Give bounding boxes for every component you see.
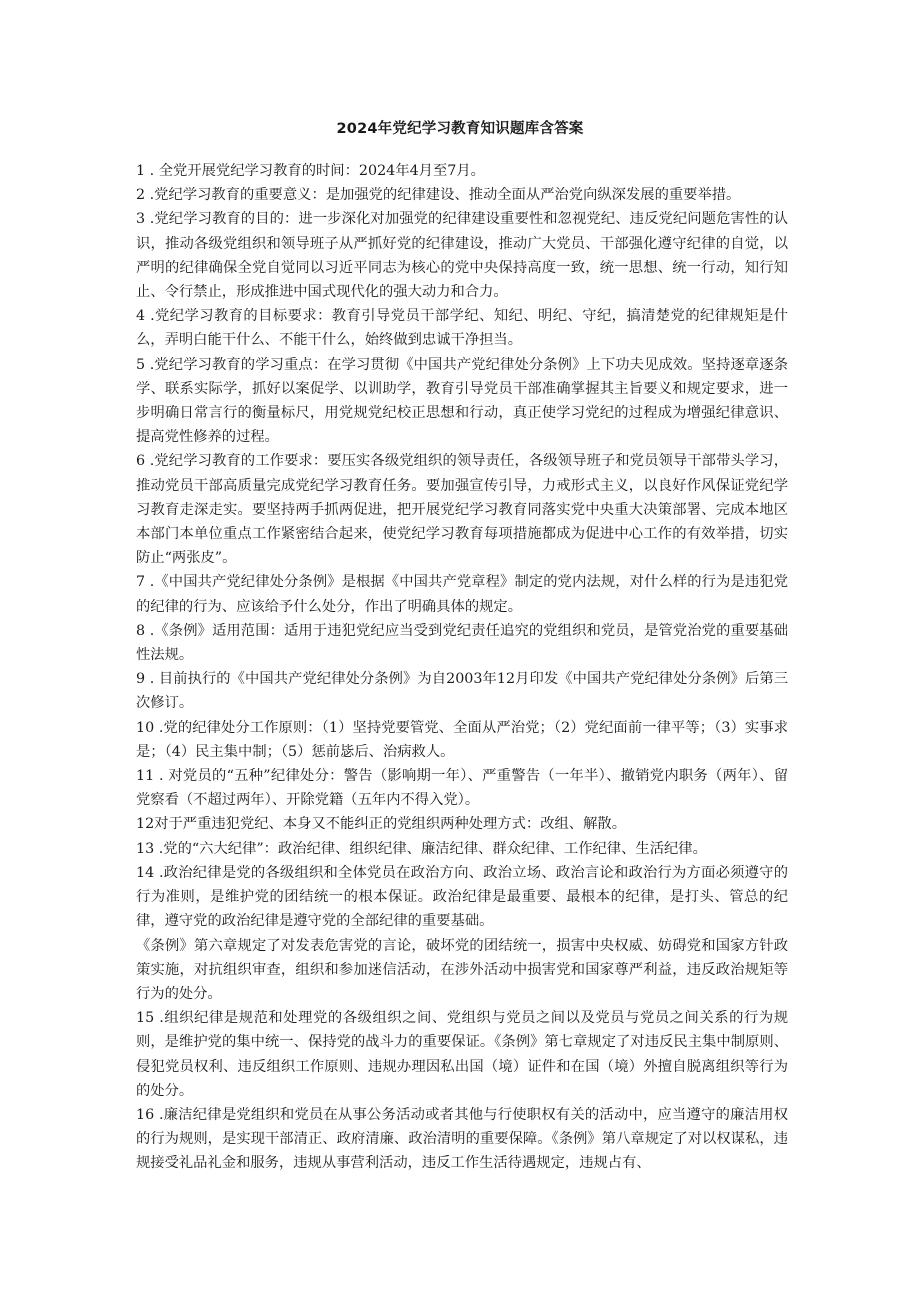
paragraph-4: 4 .党纪学习教育的目标要求：教育引导党员干部学纪、知纪、明纪、守纪，搞清楚党的纪律规矩是什么，弄明白能干什么、不能干什么，始终做到忠诚干净担当。 (136, 308, 788, 349)
paragraph-8: 8 .《条例》适用范围：适用于违犯党纪应当受到党纪责任追究的党组织和党员，是管党治党的重要基础性法规。 (136, 622, 788, 664)
paragraph-2: 2 .党纪学习教育的重要意义：是加强党的纪律建设、推动全面从严治党向纵深发展的重要举措。 (136, 187, 741, 204)
paragraph-1: 1 . 全党开展党纪学习教育的时间：2024年4月至7月。 (136, 163, 485, 179)
paragraph-3: 3 .党纪学习教育的目的：进一步深化对加强党的纪律建设重要性和忽视党纪、违反党纪问题危害性的认识，推动各级党组织和领导班子从严抓好党的纪律建设，推动广大党员、干部强化遵守纪律的自觉，以严明的纪律确保全党自觉同以习近平同志为核心的党中央保持高度一致，统一思想、统一行动，知行知止、令行禁止，形成推进中国式现代化的强大动力和合力。 (136, 211, 788, 301)
paragraph-9: 9 . 目前执行的《中国共产党纪律处分条例》为自2003年12月印发《中国共产党纪律处分条例》后第三次修订。 (136, 671, 788, 712)
paragraph-6: 6 .党纪学习教育的工作要求：要压实各级党组织的领导责任，各级领导班子和党员领导干部带头学习，推动党员干部高质量完成党纪学习教育任务。要加强宣传引导，力戒形式主义，以良好作风保证党纪学习教育走深走实。要坚持两手抓两促进，把开展党纪学习教育同落实党中央重大决策部署、完成本地区本部门本单位重点工作紧密结合起来，使党纪学习教育每项措施都成为促进中心工作的有效举措，切实防止“两张皮”。 (136, 453, 788, 567)
paragraph-13: 13 .党的“六大纪律”：政治纪律、组织纪律、廉洁纪律、群众纪律、工作纪律、生活纪律。 (136, 840, 707, 857)
paragraph-11: 11 . 对党员的“五种”纪律处分：警告（影响期一年）、严重警告（一年半）、撤销党内职务（两年）、留党察看（不超过两年）、开除党籍（五年内不得入党）。 (136, 768, 788, 809)
paragraph-16: 16 .廉洁纪律是党组织和党员在从事公务活动或者其他与行使职权有关的活动中，应当遵守的廉洁用权的行为规则，是实现干部清正、政府清廉、政治清明的重要保障。《条例》第八章规定了对以权谋私，违规接受礼品礼金和服务，违规从事营利活动，违反工作生活待遇规定，违规占有、 (136, 1106, 788, 1172)
paragraph-12: 12对于严重违犯党纪、本身又不能纠正的党组织两种处理方式：改组、解散。 (136, 816, 626, 833)
paragraph-14-continued: 《条例》第六章规定了对发表危害党的言论，破坏党的团结统一，损害中央权威、妨碍党和国家方针政策实施，对抗组织审查，组织和参加迷信活动，在涉外活动中损害党和国家尊严利益，违反政治规矩等行为的处分。 (136, 937, 788, 1002)
document-body (136, 159, 788, 1176)
paragraph-10: 10 .党的纪律处分工作原则：（1）坚持党要管党、全面从严治党；（2）党纪面前一律平等；（3）实事求是；（4）民主集中制；（5）惩前毖后、治病救人。 (136, 719, 788, 760)
paragraph-7: 7 .《中国共产党纪律处分条例》是根据《中国共产党章程》制定的党内法规，对什么样的行为是违犯党的纪律的行为、应该给予什么处分，作出了明确具体的规定。 (136, 574, 788, 615)
paragraph-15: 15 .组织纪律是规范和处理党的各级组织之间、党组织与党员之间以及党员与党员之间关系的行为规则，是维护党的集中统一、保持党的战斗力的重要保证。《条例》第七章规定了对违反民主集中制原则、侵犯党员权利、违反组织工作原则、违规办理因私出国（境）证件和在国（境）外擅自脱离组织等行为的处分。 (136, 1010, 788, 1099)
paragraph-5: 5 .党纪学习教育的学习重点：在学习贯彻《中国共产党纪律处分条例》上下功夫见成效。坚持逐章逐条学、联系实际学，抓好以案促学、以训助学，教育引导党员干部准确掌握其主旨要义和规定要求，进一步明确日常言行的衡量标尺，用党规党纪校正思想和行动，真正使学习党纪的过程成为增强纪律意识、提高党性修养的过程。 (136, 356, 788, 446)
document-title: 2024年党纪学习教育知识题库含答案 (336, 121, 584, 137)
paragraph-14: 14 .政治纪律是党的各级组织和全体党员在政治方向、政治立场、政治言论和政治行为方面必须遵守的行为准则，是维护党的团结统一的根本保证。政治纪律是最重要、最根本的纪律，是打头、管总的纪律，遵守党的政治纪律是遵守党的全部纪律的重要基础。 (136, 864, 788, 930)
